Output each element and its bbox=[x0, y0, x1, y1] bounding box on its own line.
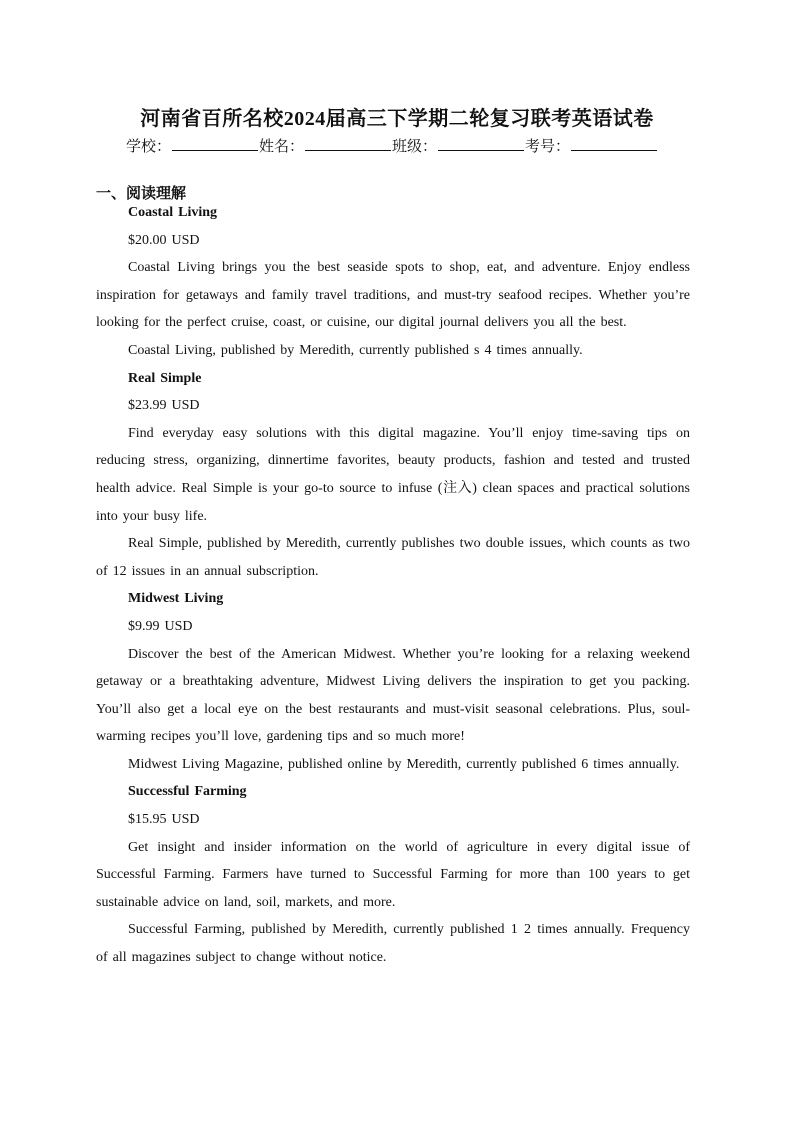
number-blank[interactable] bbox=[571, 136, 657, 151]
magazine-entry bbox=[96, 365, 690, 586]
magazine-price: $9.99 USD bbox=[128, 618, 193, 634]
magazine-price: $20.00 USD bbox=[128, 232, 200, 248]
magazine-publication: Successful Farming, published by Meredith, currently published 1 2 times annually. Frequency of all magazines subject to change without notice. bbox=[96, 922, 690, 966]
exam-title: 河南省百所名校2024届高三下学期二轮复习联考英语试卷 bbox=[140, 108, 654, 130]
magazine-description: Discover the best of the American Midwest. Whether you’re looking for a relaxing weekend getaway or a breathtaking adventure, Midwest Living delivers the inspiration to get you packing. You’ll also get a local eye on the best restaurants and must-visit seasonal celebrations. Plus, soul-warming recipes you’ll love, gardening tips and so much more! bbox=[96, 646, 690, 745]
magazine-publication: Real Simple, published by Meredith, currently publishes two double issues, which counts as two of 12 issues in an annual subscription. bbox=[96, 536, 690, 579]
name-blank[interactable] bbox=[305, 136, 391, 151]
magazine-description: Get insight and insider information on the world of agriculture in every digital issue of Successful Farming. Farmers have turned to Successful Farming for more than 100 years to get sustainable advice on land, soil, markets, and more. bbox=[96, 839, 690, 910]
magazine-price: $15.95 USD bbox=[128, 812, 200, 828]
magazine-price: $23.99 USD bbox=[128, 398, 200, 414]
magazine-description: Coastal Living brings you the best seaside spots to shop, eat, and adventure. Enjoy endless inspiration for getaways and family travel traditions, and must-try seafood recipes. Whether you’re looking for the perfect cruise, coast, or cuisine, our digital journal delivers you all the best. bbox=[96, 260, 690, 331]
magazine-description: Find everyday easy solutions with this digital magazine. You’ll enjoy time-saving tips on reducing stress, organizing, dinnertime favorites, beauty products, fashion and tested and trusted health advice. Real Simple is your go-to source to infuse (注入) clean spaces and practical solutions into your busy life. bbox=[96, 425, 690, 524]
section-title: 一、阅读理解 bbox=[96, 186, 187, 202]
name-label: 姓名： bbox=[259, 139, 305, 155]
school-label: 学校： bbox=[126, 139, 172, 155]
magazine-publication: Coastal Living, published by Meredith, currently published s 4 times annually. bbox=[128, 342, 583, 358]
magazine-name: Successful Farming bbox=[128, 784, 247, 800]
class-blank[interactable] bbox=[438, 136, 524, 151]
magazine-entry bbox=[96, 199, 690, 365]
magazine-entry bbox=[96, 585, 690, 778]
magazine-name: Coastal Living bbox=[128, 205, 218, 220]
class-label: 班级： bbox=[392, 139, 438, 155]
number-label: 考号： bbox=[525, 139, 571, 155]
magazine-name: Midwest Living bbox=[128, 591, 224, 607]
reading-passage bbox=[96, 199, 690, 972]
school-blank[interactable] bbox=[172, 136, 258, 151]
magazine-name: Real Simple bbox=[128, 370, 202, 386]
student-info-line bbox=[126, 135, 658, 156]
magazine-publication: Midwest Living Magazine, published online by Meredith, currently published 6 times annually. bbox=[128, 756, 680, 772]
magazine-entry bbox=[96, 778, 690, 971]
